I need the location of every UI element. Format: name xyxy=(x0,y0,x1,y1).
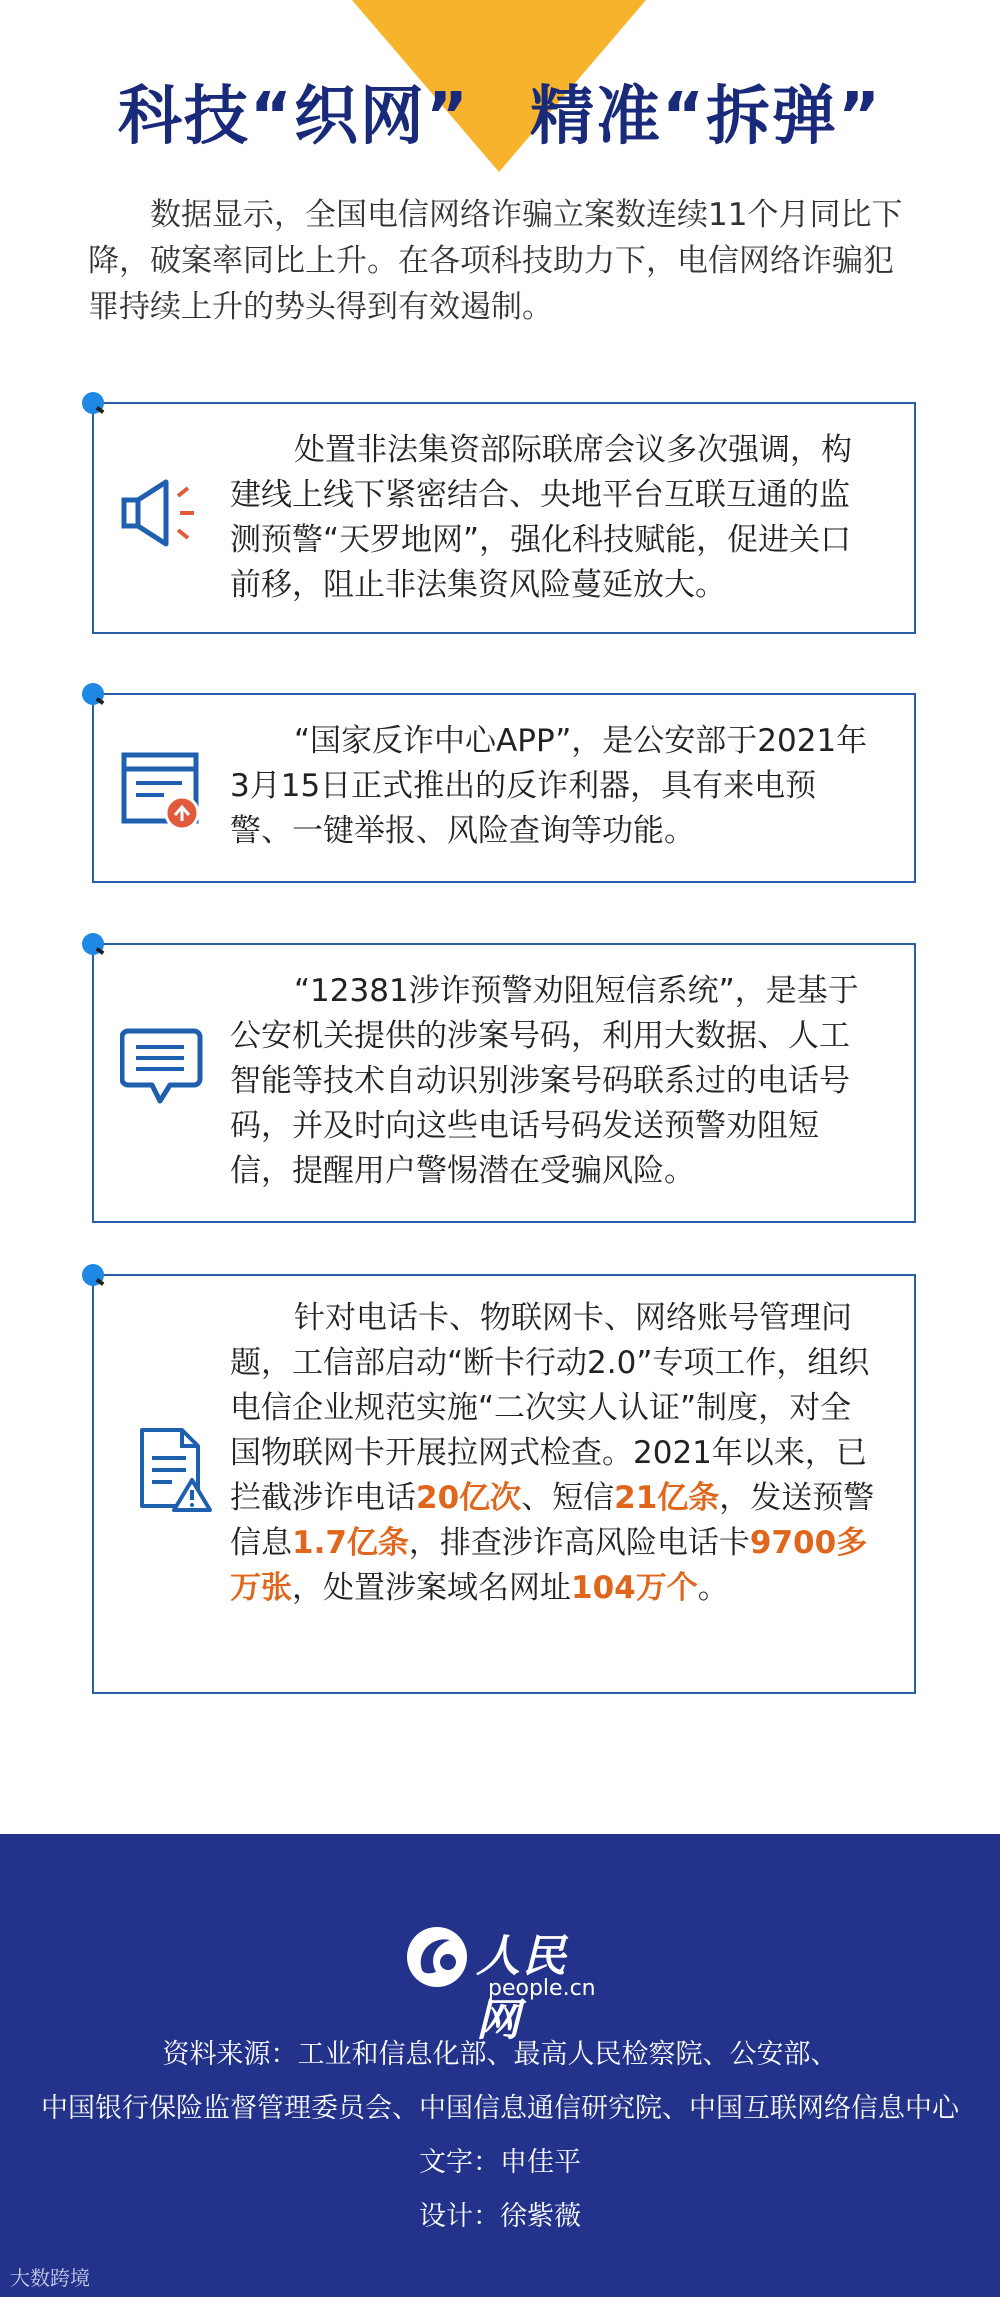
people-cn-logo xyxy=(402,1918,612,2046)
text-segment: 、短信 xyxy=(521,1480,615,1516)
logo-url: people.cn xyxy=(488,1976,596,2001)
source-line-1: 资料来源：工业和信息化部、最高人民检察院、公安部、 xyxy=(162,2039,838,2070)
stat-domains-handled: 104万个 xyxy=(571,1570,698,1606)
app-window-icon xyxy=(120,751,210,835)
chat-bubble-icon xyxy=(120,1025,210,1115)
stat-sim-cards-checked: 9700多万张 xyxy=(230,1525,868,1606)
info-card-1 xyxy=(92,402,916,634)
card-text: 处置非法集资部际联席会议多次强调，构建线上线下紧密结合、央地平台互联互通的监测预警“天罗地网”，强化科技赋能，促进关口前移，阻止非法集资风险蔓延放大。 xyxy=(230,432,852,603)
card-text: “12381涉诈预警劝阻短信系统”，是基于公安机关提供的涉案号码，利用大数据、人工智能等技术自动识别涉案号码联系过的电话号码，并及时向这些电话号码发送预警劝阻短信，提醒用户警惕潜在受骗风险。 xyxy=(230,973,859,1189)
text-segment: 针对电话卡、物联网卡、网络账号管理问题，工信部启动“断卡行动2.0”专项工作，组织电信企业规范实施“二次实人认证”制度，对全国物联网卡开展拉网式检查。2021年以来，已拦截涉诈电话 xyxy=(230,1300,870,1516)
card-marker-dot xyxy=(82,683,104,705)
text-segment: 。 xyxy=(697,1570,729,1606)
card-marker-dot xyxy=(82,1264,104,1286)
stat-sms-blocked: 21亿条 xyxy=(614,1480,720,1516)
text-credit: 文字：申佳平 xyxy=(419,2147,581,2178)
info-card-2 xyxy=(92,693,916,883)
page-title xyxy=(0,72,1000,162)
document-warning-icon xyxy=(136,1426,216,1516)
footer xyxy=(0,1834,1000,2297)
text-segment: ，排查涉诈高风险电话卡 xyxy=(408,1525,750,1561)
watermark: 大数跨境 xyxy=(10,2266,90,2290)
logo-name: 人民网 xyxy=(476,1931,568,2046)
card-text: “国家反诈中心APP”，是公安部于2021年3月15日正式推出的反诈利器，具有来电预警、一键举报、风险查询等功能。 xyxy=(230,723,868,849)
title-part-2: 精准“拆弹” xyxy=(530,80,883,154)
text-segment: ，处置涉案域名网址 xyxy=(292,1570,571,1606)
stat-calls-blocked: 20亿次 xyxy=(416,1480,522,1516)
card-marker-dot xyxy=(82,933,104,955)
design-credit: 设计：徐紫薇 xyxy=(419,2201,581,2232)
card-marker-dot xyxy=(82,392,104,414)
stat-warnings-sent: 1.7亿条 xyxy=(292,1525,409,1561)
megaphone-icon xyxy=(120,474,210,554)
logo-swirl-icon xyxy=(402,1922,472,1992)
source-line-2: 中国银行保险监督管理委员会、中国信息通信研究院、中国互联网络信息中心 xyxy=(41,2093,959,2124)
info-card-3 xyxy=(92,943,916,1223)
card-text xyxy=(230,1296,876,1611)
title-part-1: 科技“织网” xyxy=(117,80,470,154)
text-segment: ，发送预警信息 xyxy=(230,1480,875,1561)
info-card-4 xyxy=(92,1274,916,1694)
intro-paragraph: 数据显示，全国电信网络诈骗立案数连续11个月同比下降，破案率同比上升。在各项科技助力下，电信网络诈骗犯罪持续上升的势头得到有效遏制。 xyxy=(88,197,903,325)
